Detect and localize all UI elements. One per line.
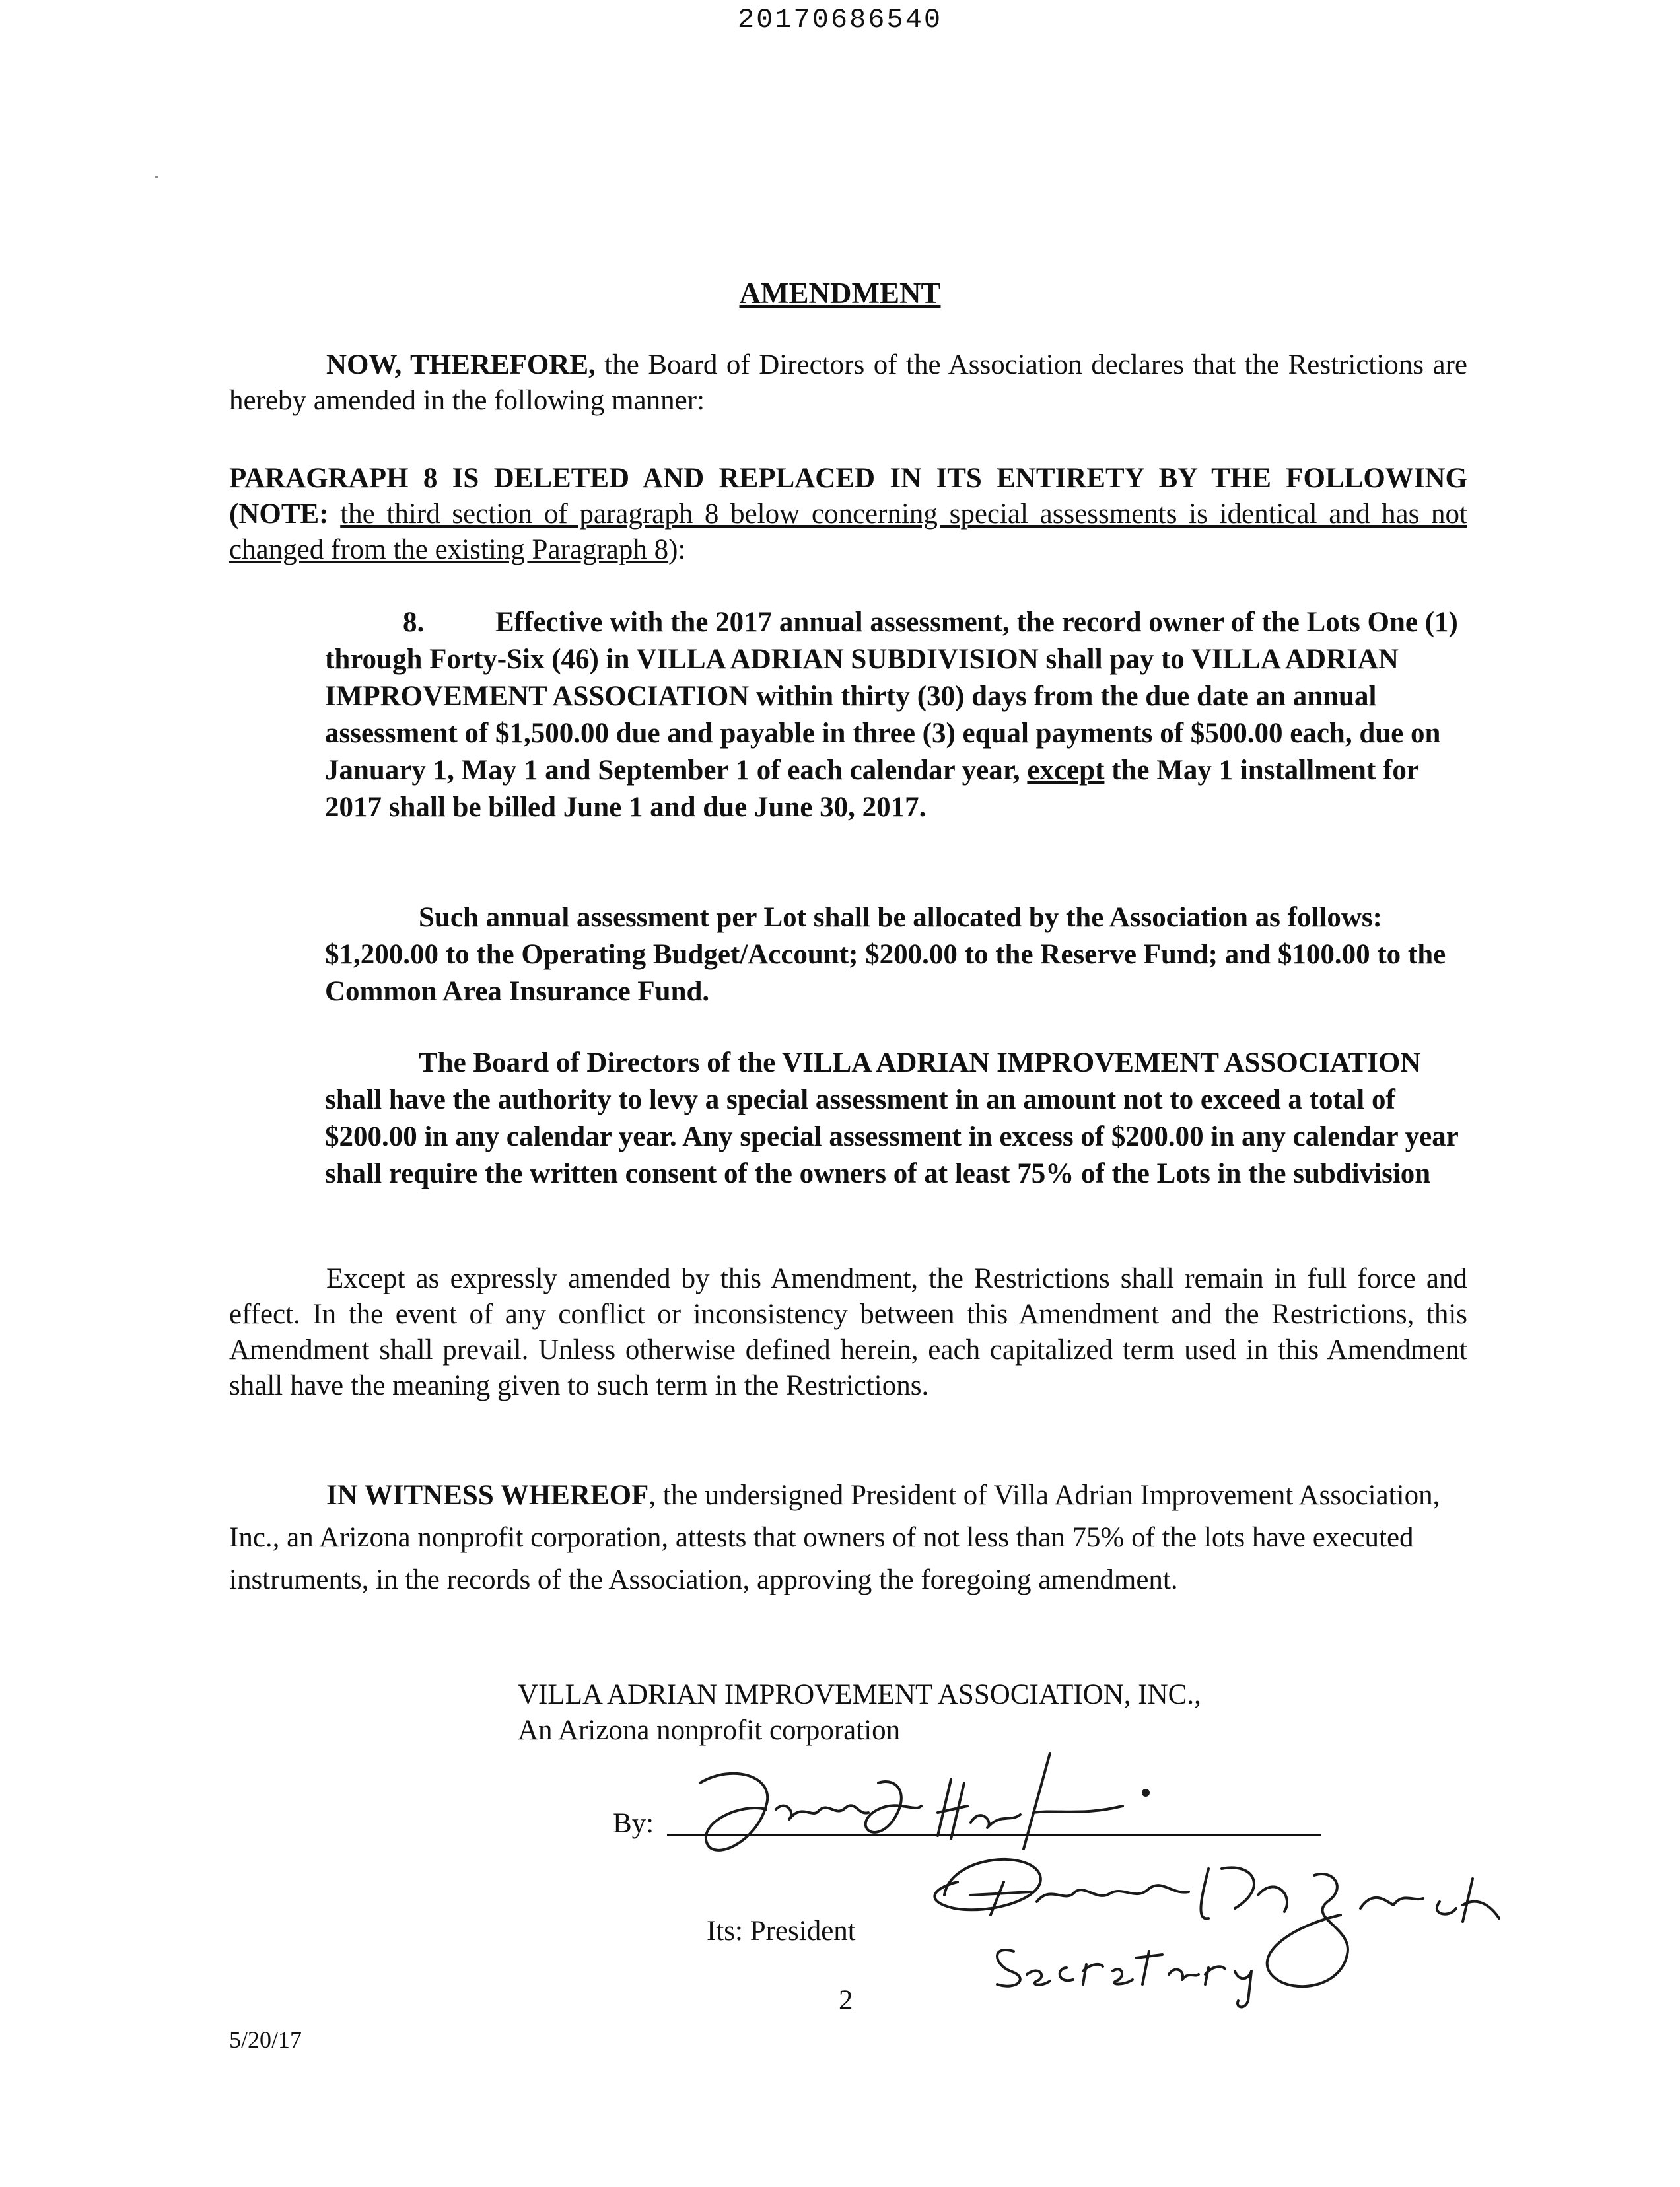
witness-lead: IN WITNESS WHEREOF [326, 1480, 649, 1511]
page-title: AMENDMENT [739, 277, 941, 310]
section8-para1-text: Effective with the 2017 annual assessment, the record owner of the Lots One (1) through Forty-Six (46) in VILLA ADRIAN SUBDIVISION shall pay to VILLA ADRIAN IMPROVEMENT ASSOCIATION within thirty (30) days from the due date an annual assessment of $1,500.00 due and payable in three (3) equal payments of $500.00 each, due on January 1, May 1 and September 1 of each calendar year, [325, 607, 1458, 786]
section8-para3-text: The Board of Directors of the VILLA ADRIAN IMPROVEMENT ASSOCIATION shall have the authority to levy a special assessment in an amount not to exceed a total of $200.00 in any calendar year. Any special assessment in excess of $200.00 in any calendar year shall require the written consent of the owners of at least 75% of the Lots in the subdivision [325, 1047, 1459, 1189]
company-description: An Arizona nonprofit corporation [518, 1715, 901, 1746]
document-date: 5/20/17 [229, 2027, 302, 2053]
section-number: 8. [403, 607, 425, 638]
president-signature [700, 1753, 1123, 1850]
replacement-note: the third section of paragraph 8 below concerning special assessments is identical and has not changed from the existing Paragraph 8 [229, 499, 1468, 565]
document-number: 20170686540 [737, 4, 943, 36]
replacement-close: ): [668, 534, 686, 565]
page-number: 2 [839, 1985, 853, 2016]
replacement-lead: PARAGRAPH 8 IS DELETED AND REPLACED IN ITS ENTIRETY BY THE FOLLOWING (NOTE: [229, 463, 1467, 530]
witness-text: , the undersigned President of Villa Adrian Improvement Association, Inc., an Arizona nonprofit corporation, attests that owners of not less than 75% of the lots have executed instruments, in the records of the Association, approving the foregoing amendment. [229, 1480, 1440, 1595]
section8-para1-end: the May 1 installment for 2017 shall be billed June 1 and due June 30, 2017. [325, 755, 1419, 823]
section8-except: except [1027, 755, 1105, 786]
except-text: Except as expressly amended by this Amendment, the Restrictions shall remain in full force and effect. In the event of any conflict or inconsistency between this Amendment and the Restrictions, this Amendment shall prevail. Unless otherwise defined herein, each capitalized term used in this Amendment shall have the meaning given to such term in the Restrictions. [229, 1263, 1467, 1401]
secretary-title-handwritten [997, 1950, 1251, 2007]
intro-lead: NOW, THEREFORE, [326, 349, 596, 380]
company-name: VILLA ADRIAN IMPROVEMENT ASSOCIATION, INC., [518, 1679, 1201, 1710]
intro-text: the Board of Directors of the Association declares that the Restrictions are hereby amended in the following manner: [229, 349, 1468, 416]
section8-para2-text: Such annual assessment per Lot shall be allocated by the Association as follows: $1,200.00 to the Operating Budget/Account; $200.00 to the Reserve Fund; and $100.00 to the Common Area Insurance Fund. [325, 902, 1446, 1007]
by-label: By: [613, 1808, 654, 1839]
its-label: Its: President [707, 1916, 856, 1947]
